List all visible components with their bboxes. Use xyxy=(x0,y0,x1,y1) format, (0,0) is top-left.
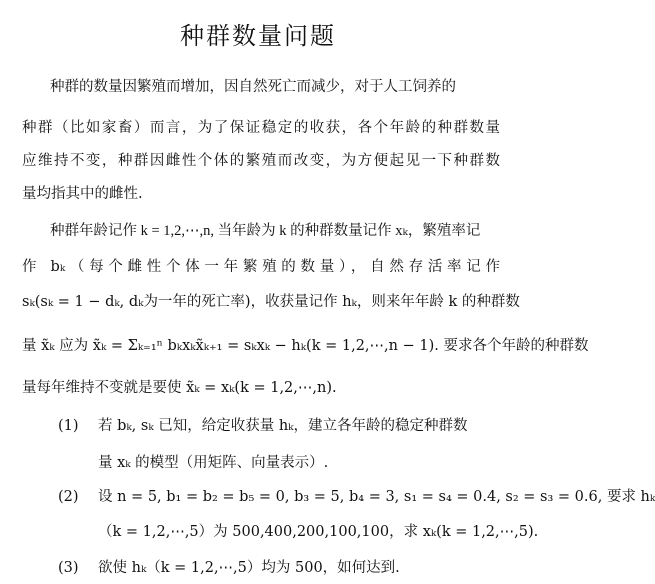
paragraph1-line1: 种群的数量因繁殖而增加，因自然死亡而减少，对于人工饲养的 xyxy=(50,79,456,95)
question1-number: (1) xyxy=(58,418,79,434)
paragraph1-line3: 应维持不变，种群因雌性个体的繁殖而改变，为方便起见一下种群数 xyxy=(22,153,500,169)
document-title: 种群数量问题 xyxy=(180,22,336,50)
question1-line2: 量 xₖ 的模型（用矩阵、向量表示）. xyxy=(98,455,329,471)
paragraph2-line3: sₖ(sₖ = 1 − dₖ, dₖ为一年的死亡率)，收获量记作 hₖ，则来年年龄 k 的种群数 xyxy=(22,294,520,310)
paragraph1-line4: 量均指其中的雌性. xyxy=(22,186,143,202)
question2-line2: （k = 1,2,⋯,5）为 500,400,200,100,100，求 xₖ(k = 1,2,⋯,5). xyxy=(98,524,539,540)
paragraph2-line5: 量每年维持不变就是要使 x̃ₖ = xₖ(k = 1,2,⋯,n). xyxy=(22,380,337,396)
question2-line1: 设 n = 5, b₁ = b₂ = b₅ = 0, b₃ = 5, b₄ = 3, s₁ = s₄ = 0.4, s₂ = s₃ = 0.6, 要求 hₖ xyxy=(98,489,655,505)
paragraph2-line1: 种群年龄记作 k = 1,2,⋯,n, 当年龄为 k 的种群数量记作 xₖ，繁殖率记 xyxy=(50,223,481,239)
question1-line1: 若 bₖ, sₖ 已知，给定收获量 hₖ，建立各年龄的稳定种群数 xyxy=(98,418,468,434)
paragraph1-line2: 种群（比如家畜）而言，为了保证稳定的收获，各个年龄的种群数量 xyxy=(22,120,500,136)
question3-number: (3) xyxy=(58,560,79,576)
question2-number: (2) xyxy=(58,489,79,505)
question3-line1: 欲使 hₖ（k = 1,2,⋯,5）均为 500，如何达到. xyxy=(98,560,400,576)
paragraph2-line4: 量 x̃ₖ 应为 x̃ₖ = Σₖ₌₁ⁿ bₖxₖx̃ₖ₊₁ = sₖxₖ − hₖ(k = 1,2,⋯,n − 1). 要求各个年龄的种群数 xyxy=(22,338,589,354)
paragraph2-line2: 作 bₖ（每个雌性个体一年繁殖的数量），自然存活率记作 xyxy=(22,259,500,275)
